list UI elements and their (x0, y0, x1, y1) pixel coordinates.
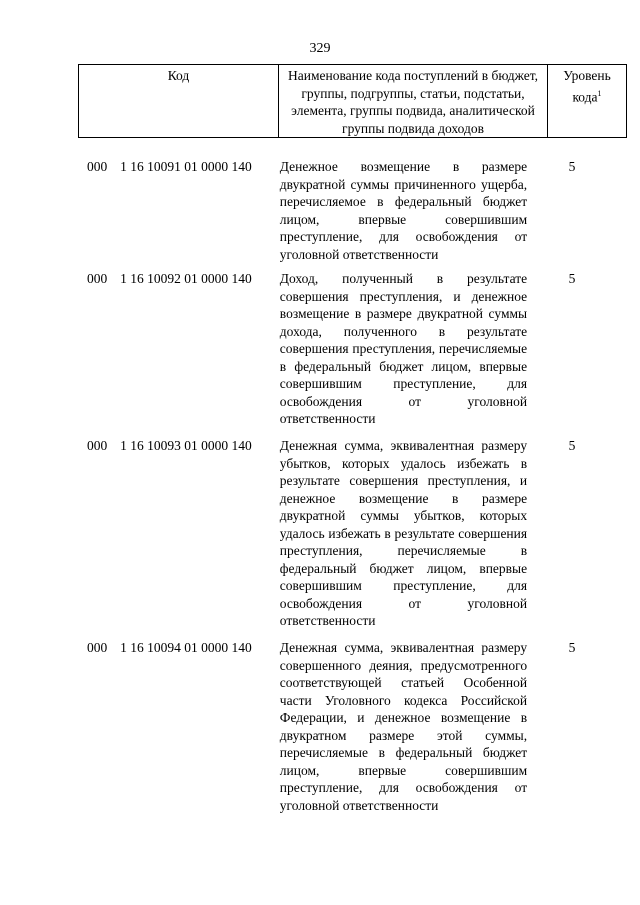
header-level (548, 65, 627, 138)
table-row (78, 639, 611, 814)
table-row (78, 270, 611, 437)
row-classification-code: 1 16 10093 01 0000 140 (120, 438, 252, 453)
row-admin-code: 000 (87, 271, 108, 286)
row-admin-code: 000 (87, 640, 108, 655)
header-code (79, 65, 279, 138)
row-admin-code: 000 (87, 438, 108, 453)
row-classification-code: 1 16 10092 01 0000 140 (120, 271, 252, 286)
header-level-footnote: 1 (597, 88, 602, 98)
row-level: 5 (568, 640, 576, 655)
header-level-label: Уровень кода (563, 68, 611, 104)
row-name: Денежная сумма, эквивалентная размеру убытков, которых удалось избежать в результате совершения преступления, и денежное возмещение в размере двукратной суммы убытков, которых удалось избежать в результате совершения преступления, перечисляемые в федеральный бюджет лицом, впервые совершившим преступление, для освобождения от уголовной ответственности (279, 438, 528, 628)
page-number: 329 (309, 41, 331, 56)
table-row (78, 437, 611, 639)
header-name-label: Наименование кода поступлений в бюджет, группы, подгруппы, статьи, подстатьи, элемента, группы подвида, аналитической группы подвида доходов (287, 68, 538, 136)
row-level: 5 (568, 271, 576, 286)
header-name (279, 65, 548, 138)
row-name: Денежное возмещение в размере двукратной суммы причиненного ущерба, перечисляемое в федеральный бюджет лицом, впервые совершившим преступление, для освобождения от уголовной ответственности (279, 159, 528, 262)
row-level: 5 (568, 159, 576, 174)
table-body (78, 158, 611, 814)
row-name: Доход, полученный в результате совершения преступления, и денежное возмещение в размере двукратной суммы дохода, полученного в результате совершения преступления, перечисляемые в федеральный бюджет лицом, впервые совершившим преступление, для освобождения от уголовной ответственности (279, 271, 528, 426)
row-classification-code: 1 16 10091 01 0000 140 (120, 159, 252, 174)
row-name: Денежная сумма, эквивалентная размеру совершенного деяния, предусмотренного соответствующей статьей Особенной части Уголовного кодекса Российской Федерации, и денежное возмещение в двукратном размере этой суммы, перечисляемые в федеральный бюджет лицом, впервые совершившим преступление, для освобождения от уголовной ответственности (279, 640, 528, 813)
header-code-label: Код (167, 68, 190, 83)
row-level: 5 (568, 438, 576, 453)
table-header (78, 64, 627, 138)
table-row (78, 158, 611, 270)
row-classification-code: 1 16 10094 01 0000 140 (120, 640, 252, 655)
row-admin-code: 000 (87, 159, 108, 174)
